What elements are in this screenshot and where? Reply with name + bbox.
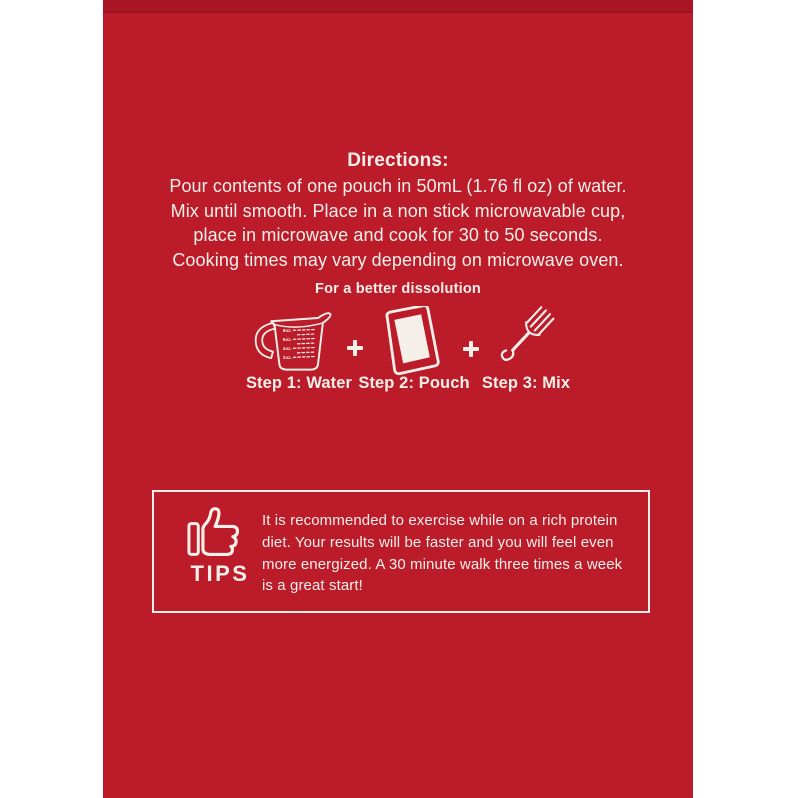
- directions-title: Directions:: [347, 150, 449, 171]
- plus-icon: [463, 341, 479, 357]
- cup-marking-4oz: 4oz.: [282, 346, 292, 352]
- tips-label: TIPS: [190, 561, 250, 586]
- cup-marking-8oz: 8oz.: [282, 328, 292, 334]
- step-2-label: Step 2: Pouch: [358, 374, 470, 392]
- step-1-label: Step 1: Water: [245, 374, 353, 392]
- tips-text-line: It is recommended to exercise while on a rich protein: [262, 512, 618, 529]
- dissolution-heading: For a better dissolution: [315, 281, 481, 297]
- directions-line: place in microwave and cook for 30 to 50 seconds.: [193, 225, 603, 245]
- pouch-icon: [379, 306, 445, 376]
- measuring-cup-icon: [254, 309, 336, 377]
- thumbs-up-icon: [185, 504, 247, 560]
- directions-line: Cooking times may vary depending on microwave oven.: [172, 249, 624, 270]
- step-3-label: Step 3: Mix: [481, 374, 571, 392]
- tips-text-line: diet. Your results will be faster and you will feel even: [262, 533, 614, 551]
- cup-marking-2oz: 2oz.: [282, 355, 292, 361]
- plus-icon: [347, 340, 363, 356]
- directions-line: Pour contents of one pouch in 50mL (1.76 fl oz) of water.: [169, 176, 627, 196]
- tips-text-line: more energized. A 30 minute walk three times a week: [262, 555, 623, 573]
- directions-section: [103, 148, 693, 272]
- package-fold-band: [103, 0, 693, 11]
- directions-line: Mix until smooth. Place in a non stick microwavable cup,: [170, 200, 626, 221]
- cup-marking-6oz: 6oz.: [282, 337, 292, 343]
- package-fold-crease: [103, 11, 693, 13]
- tips-text: [262, 510, 622, 597]
- red-panel: [103, 0, 693, 798]
- fork-icon: [487, 300, 561, 376]
- tips-text-line: is a great start!: [262, 577, 363, 595]
- tips-box: [152, 490, 650, 613]
